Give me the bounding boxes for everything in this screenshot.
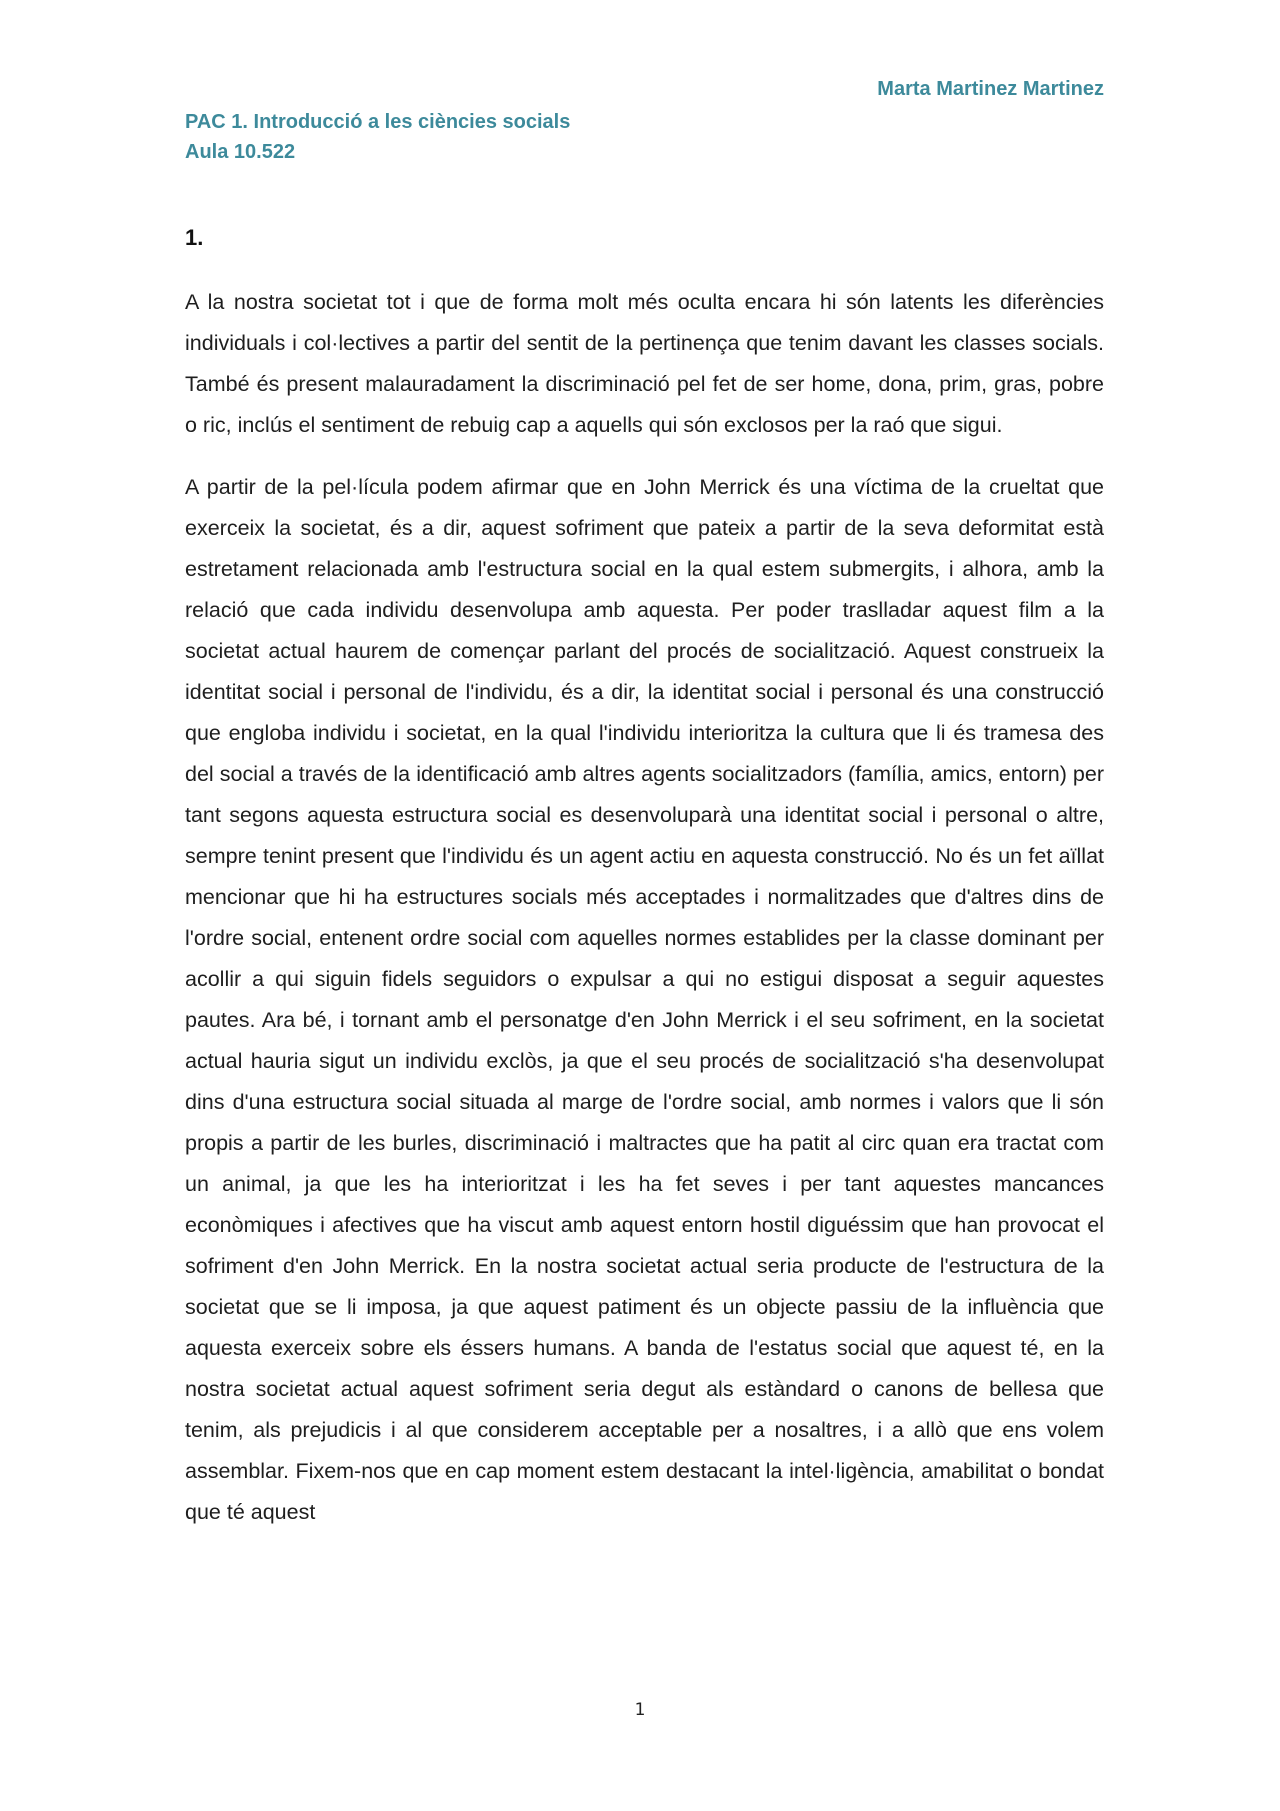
paragraph-2: A partir de la pel·lícula podem afirmar que en John Merrick és una víctima de la crueltat que exerceix la societat, és a dir, aquest sofriment que pateix a partir de la seva deformitat està estretament relacionada amb l'estructura social en la qual estem submergits, i alhora, amb la relació que cada individu desenvolupa amb aquesta. Per poder traslladar aquest film a la societat actual haurem de començar parlant del procés de socialització. Aquest construeix la identitat social i personal de l'individu, és a dir, la identitat social i personal és una construcció que engloba individu i societat, en la qual l'individu interioritza la cultura que li és tramesa des del social a través de la identificació amb altres agents socialitzadors (família, amics, entorn) per tant segons aquesta estructura social es desenvoluparà una identitat social i personal o altre, sempre tenint present que l'individu és un agent actiu en aquesta construcció. No és un fet aïllat mencionar que hi ha estructures socials més acceptades i normalitzades que d'altres dins de l'ordre social, entenent ordre social com aquelles normes establides per la classe dominant per acollir a qui siguin fidels seguidors o expulsar a qui no estigui disposat a seguir aquestes pautes. Ara bé, i tornant amb el personatge d'en John Merrick i el seu sofriment, en la societat actual hauria sigut un individu exclòs, ja que el seu procés de socialització s'ha desenvolupat dins d'una estructura social situada al marge de l'ordre social, amb normes i valors que li són propis a partir de les burles, discriminació i maltractes que ha patit al circ quan era tractat com un animal, ja que les ha interioritzat i les ha fet seves i per tant aquestes mancances econòmiques i afectives que ha viscut amb aquest entorn hostil diguéssim que han provocat el sofriment d'en John Merrick. En la nostra societat actual seria producte de l'estructura de la societat que se li imposa, ja que aquest patiment és un objecte passiu de la influència que aquesta exerceix sobre els éssers humans. A banda de l'estatus social que aquest té, en la nostra societat actual aquest sofriment seria degut als estàndard o canons de bellesa que tenim, als prejudicis i al que considerem acceptable per a nosaltres, i a allò que ens volem assemblar. Fixem-nos que en cap moment estem destacant la intel·ligència, amabilitat o bondat que té aquest <box>185 475 1104 1524</box>
document-body <box>185 282 1104 1554</box>
course-title: PAC 1. Introducció a les ciències socials <box>185 111 571 133</box>
page-number: 1 <box>634 1700 646 1720</box>
classroom-label: Aula 10.522 <box>185 141 296 163</box>
author-name: Marta Martinez Martinez <box>877 78 1104 100</box>
section-number: 1. <box>185 225 204 250</box>
course-header <box>185 107 570 167</box>
paragraph-1: A la nostra societat tot i que de forma molt més oculta encara hi són latents les diferències individuals i col·lectives a partir del sentit de la pertinença que tenim davant les classes socials. També és present malauradament la discriminació pel fet de ser home, dona, prim, gras, pobre o ric, inclús el sentiment de rebuig cap a aquells qui són exclosos per la raó que sigui. <box>185 290 1104 437</box>
